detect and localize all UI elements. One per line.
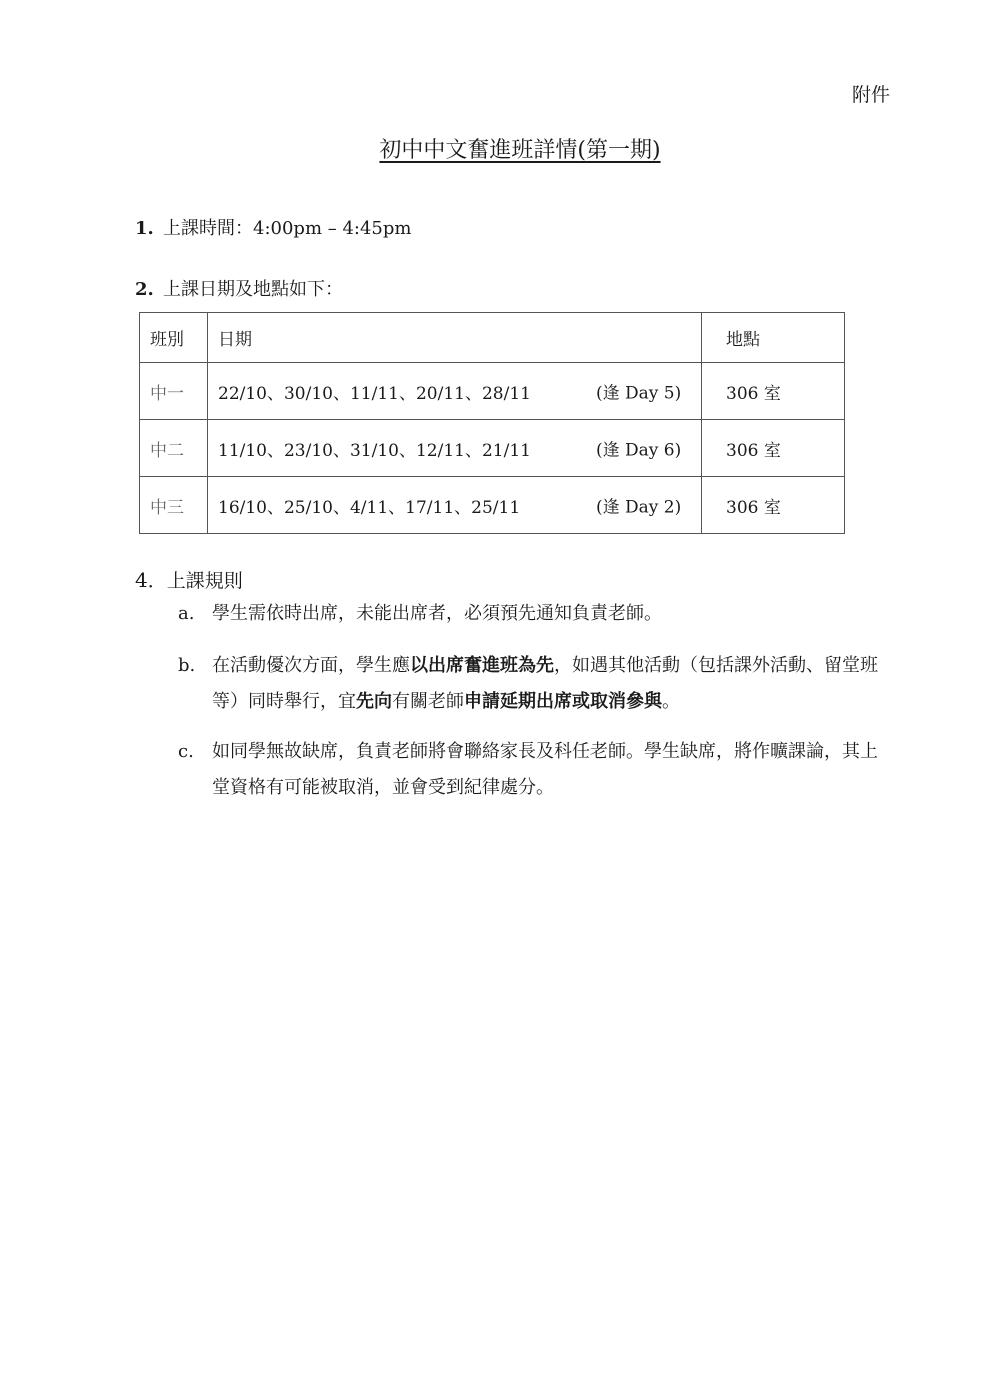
- rule-letter: b.: [178, 655, 196, 676]
- rule-item-a: [178, 596, 898, 632]
- rule-text: [212, 648, 892, 720]
- section-dates-locations: [135, 275, 343, 301]
- rule-text-part: 在活動優次方面，學生應: [212, 655, 410, 676]
- rule-text-bold: 申請延期出席或取消參與: [464, 691, 662, 712]
- row-dates-cell: [208, 420, 702, 477]
- section-rules: [135, 566, 243, 593]
- row-class: 中二: [140, 420, 208, 477]
- rule-letter: a.: [178, 603, 195, 624]
- rule-text-part: ，如遇其他活動（包括課外活動、留堂班等）同時舉行，宜: [212, 655, 878, 712]
- section-number: 1.: [135, 218, 154, 239]
- row-day: (逢 Day 5): [596, 383, 682, 404]
- row-location: 306 室: [702, 477, 845, 534]
- section-label: 上課日期及地點如下：: [163, 279, 343, 300]
- section-label: 上課時間：: [163, 218, 253, 239]
- rule-item-c: [178, 734, 898, 806]
- rule-text: 如同學無故缺席，負責老師將會聯絡家長及科任老師。學生缺席，將作曠課論，其上堂資格有可能被取消，並會受到紀律處分。: [212, 741, 878, 798]
- rule-text-bold: 以出席奮進班為先: [410, 655, 554, 676]
- rule-text: 學生需依時出席，未能出席者，必須預先通知負責老師。: [212, 603, 662, 624]
- row-dates: 16/10、25/10、4/11、17/11、25/11: [218, 497, 521, 518]
- rule-text-part: 有關老師: [392, 691, 464, 712]
- header-dates: 日期: [208, 313, 702, 363]
- row-class: 中一: [140, 363, 208, 420]
- section-number: 2.: [135, 279, 154, 300]
- section-separator: ．: [147, 570, 167, 592]
- row-dates: 22/10、30/10、11/11、20/11、28/11: [218, 383, 531, 404]
- rule-letter: c.: [178, 741, 194, 762]
- row-dates: 11/10、23/10、31/10、12/11、21/11: [218, 440, 531, 461]
- row-dates-cell: [208, 477, 702, 534]
- row-day: (逢 Day 6): [596, 440, 682, 461]
- attachment-label: 附件: [851, 84, 890, 106]
- rule-item-b: [178, 648, 898, 720]
- row-day: (逢 Day 2): [596, 497, 682, 518]
- table-row: [140, 363, 845, 420]
- section-number: 4: [135, 568, 148, 592]
- header-class: 班別: [140, 313, 208, 363]
- row-dates-cell: [208, 363, 702, 420]
- section-class-time: [135, 214, 411, 240]
- row-class: 中三: [140, 477, 208, 534]
- rule-text-bold: 先向: [356, 691, 392, 712]
- page-title: 初中中文奮進班詳情(第一期): [379, 138, 661, 163]
- class-time-value: 4:00pm – 4:45pm: [253, 218, 412, 239]
- rule-text-part: 。: [662, 691, 680, 712]
- table-row: [140, 420, 845, 477]
- schedule-table: [139, 312, 845, 534]
- table-header-row: [140, 313, 845, 363]
- row-location: 306 室: [702, 420, 845, 477]
- table-row: [140, 477, 845, 534]
- header-location: 地點: [702, 313, 845, 363]
- section-label: 上課規則: [166, 570, 243, 592]
- row-location: 306 室: [702, 363, 845, 420]
